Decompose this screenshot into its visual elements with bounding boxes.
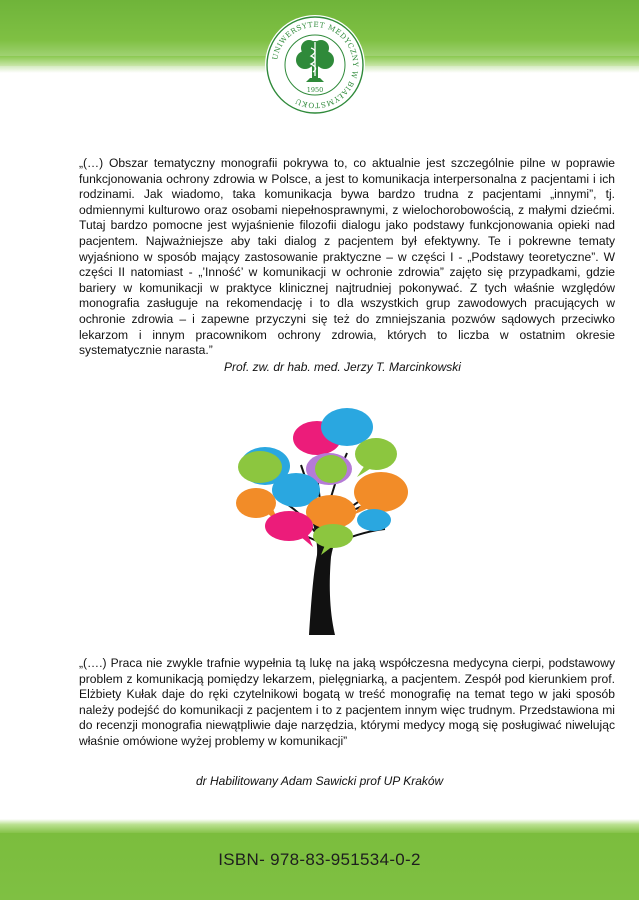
- logo-ring-text: UNIWERSYTET MEDYCZNY W BIAŁYMSTOKU: [270, 19, 361, 111]
- second-review-quote: „(….) Praca nie zwykle trafnie wypełnia tą lukę na jaką współczesna medycyna cierpi, podstawowy problem z komunikacją pomiędzy lekarzem, pielęgniarką, a pacjentem. Zespół pod kierunkiem prof. Elżbiety Kułak daje do ręki czytelnikowi bogatą w treść monografię na temat tego w jaki sposób należy podejść do komunikacji z pacjentem i to z pacjentem innym więc trudnym. Przedstawiona mi do recenzji monografia niewątpliwie daje narzędzia, którymi medycy mogą się posługiwać niwelując właśnie omówione wyżej problemy w komunikacji”: [79, 656, 615, 748]
- bottom-green-stripe: [0, 819, 639, 833]
- logo-year: 1950: [306, 86, 324, 94]
- speech-bubble-15: [313, 524, 353, 548]
- first-review-author: Prof. zw. dr hab. med. Jerzy T. Marcinkowski: [224, 360, 461, 374]
- speech-bubble-8: [315, 455, 347, 483]
- speech-bubble-14: [357, 509, 391, 531]
- speech-bubble-12: [306, 495, 356, 529]
- speech-bubble-tree-illustration: [225, 405, 420, 635]
- isbn-number: ISBN- 978-83-951534-0-2: [218, 850, 421, 869]
- university-logo: [264, 14, 366, 116]
- speech-bubble-4: [355, 438, 397, 470]
- second-review-author: dr Habilitowany Adam Sawicki prof UP Kraków: [196, 774, 444, 788]
- speech-bubble-6: [238, 451, 282, 483]
- first-review-quote: „(…) Obszar tematyczny monografii pokrywa to, co aktualnie jest szczególnie pilne w poprawie funkcjonowania ochrony zdrowia w Polsce, a jest to komunikacja interpersonalna z pacjentami i ich rodzinami. Jak wiadomo, taka komunikacja bywa bardzo trudna z pacjentami „innymi”, tj. odmiennymi kulturowo oraz osobami niepełnosprawnymi, z wielochorobowością, z małymi dziećmi. Tutaj bardzo pomocne jest wyjaśnienie filozofii dialogu jako podstawy funkcjonowania opieki nad pacjentem. Najważniejsze aby taki dialog z pacjentem był efektywny. Te i pokrewne tematy wyjaśniono w sposób mający zastosowanie praktyczne – w części I - „Podstawy teoretyczne”. W części II natomiast - „’Inność’ w komunikacji w ochronie zdrowia” zajęto się przypadkami, gdzie bariery w komunikacji w praktyce klinicznej najtrudniej pokonywać. Z tych właśnie względów monografia zasługuje na rekomendację i to dla wszystkich grup zawodowych pracujących w ochronie zdrowia – i zapewne przyczyni się też do zmniejszania pozwów sądowych przeciwko lekarzom i innym pracownikom ochrony zdrowia, których to liczba w ostatnim okresie systematycznie narasta.”: [79, 156, 615, 358]
